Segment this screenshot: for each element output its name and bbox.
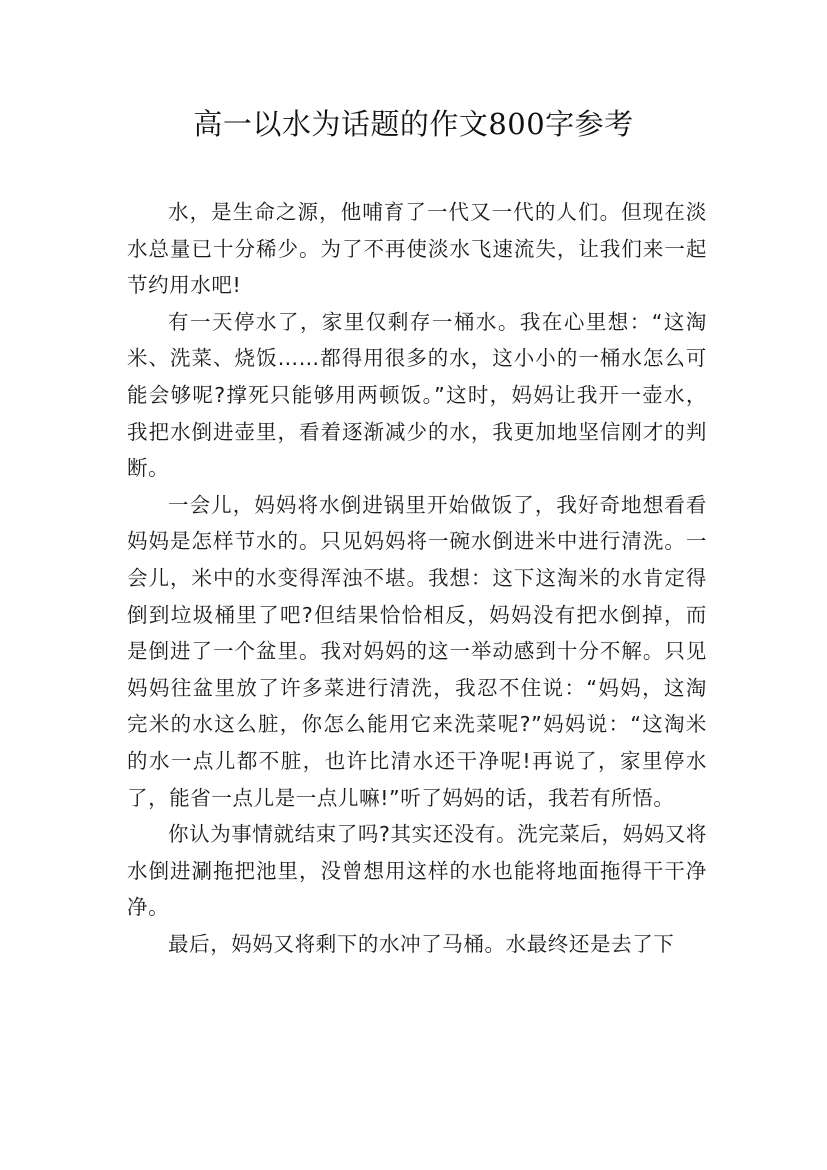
paragraph-3: 一会儿，妈妈将水倒进锅里开始做饭了，我好奇地想看看妈妈是怎样节水的。只见妈妈将一碗水倒进米中进行清洗。一会儿，米中的水变得浑浊不堪。我想：这下这淘米的水肯定得倒到垃圾桶里了吧?但结果恰恰相反，妈妈没有把水倒掉，而是倒进了一个盆里。我对妈妈的这一举动感到十分不解。只见妈妈往盆里放了许多菜进行清洗，我忍不住说：“妈妈，这淘完米的水这么脏，你怎么能用它来洗菜呢?”妈妈说：“这淘米的水一点儿都不脏，也许比清水还干净呢!再说了，家里停水了，能省一点儿是一点儿嘛!”听了妈妈的话，我若有所悟。 [127, 492, 707, 810]
document-title: 高一以水为话题的作文800字参考 [193, 107, 634, 141]
paragraph-5: 最后，妈妈又将剩下的水冲了马桶。水最终还是去了下 [168, 931, 675, 956]
paragraph-1: 水，是生命之源，他哺育了一代又一代的人们。但现在淡水总量已十分稀少。为了不再使淡水飞速流失，让我们来一起节约用水吧! [127, 200, 707, 298]
paragraph-2: 有一天停水了，家里仅剩存一桶水。我在心里想：“这淘米、洗菜、烧饭……都得用很多的水，这小小的一桶水怎么可能会够呢?撑死只能够用两顿饭。”这时，妈妈让我开一壶水，我把水倒进壶里，看着逐渐减少的水，我更加地坚信刚才的判断。 [127, 309, 707, 481]
paragraph-4: 你认为事情就结束了吗?其实还没有。洗完菜后，妈妈又将水倒进涮拖把池里，没曾想用这样的水也能将地面拖得干干净净。 [127, 822, 707, 920]
document-body [127, 194, 707, 962]
